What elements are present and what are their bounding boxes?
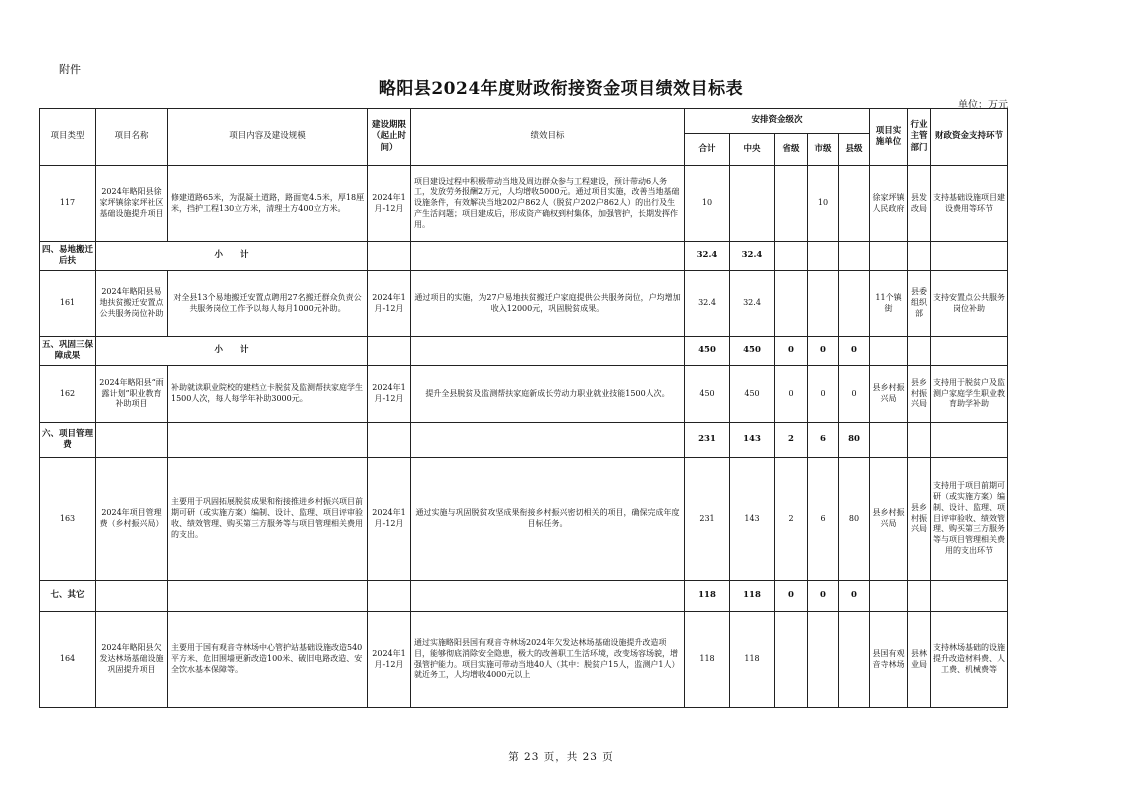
cell-central: 118 <box>730 581 775 612</box>
cell-total: 118 <box>685 612 730 708</box>
cell-city: 10 <box>808 166 839 242</box>
cell-city: 0 <box>808 366 839 423</box>
cell-province <box>775 166 808 242</box>
header-dept: 行业主管部门 <box>908 109 931 166</box>
header-province: 省级 <box>775 134 808 166</box>
empty-cell <box>411 581 685 612</box>
cell-total: 450 <box>685 337 730 366</box>
cell-central: 32.4 <box>730 271 775 337</box>
empty-cell <box>168 423 368 458</box>
cell-province: 2 <box>775 423 808 458</box>
header-impl: 项目实施单位 <box>870 109 908 166</box>
empty-cell <box>411 337 685 366</box>
empty-cell <box>368 581 411 612</box>
table-row <box>40 271 1008 337</box>
cell-central: 450 <box>730 366 775 423</box>
cell-type: 164 <box>40 612 96 708</box>
cell-central: 450 <box>730 337 775 366</box>
cell-goal: 通过实施与巩固脱贫攻坚成果衔接乡村振兴密切相关的项目，确保完成年度目标任务。 <box>411 458 685 581</box>
cell-impl: 徐家坪镇人民政府 <box>870 166 908 242</box>
cell-total: 231 <box>685 423 730 458</box>
cell-name: 2024年略阳县“雨露计划”职业教育补助项目 <box>96 366 168 423</box>
page-footer: 第 23 页，共 23 页 <box>508 751 614 763</box>
cell-county: 0 <box>839 337 870 366</box>
cell-county <box>839 166 870 242</box>
cell-central <box>730 166 775 242</box>
section-label: 六、项目管理费 <box>40 423 96 458</box>
empty-cell <box>368 242 411 271</box>
empty-cell <box>931 581 1008 612</box>
cell-type: 117 <box>40 166 96 242</box>
table-row <box>40 166 1008 242</box>
empty-cell <box>96 423 168 458</box>
empty-cell <box>931 337 1008 366</box>
cell-goal: 项目建设过程中积极带动当地及周边群众参与工程建设，预计带动6人务工，发放劳务报酬2万元，人均增收5000元。通过项目实施，改善当地基础设施条件，有效解决当地202户862人（脱贫户202户862人）的出行及生产生活问题；项目建成后，形成资产确权到村集体，加强管护，长期发挥作用。 <box>411 166 685 242</box>
cell-province: 2 <box>775 458 808 581</box>
cell-total: 32.4 <box>685 242 730 271</box>
empty-cell <box>908 581 931 612</box>
cell-city: 6 <box>808 458 839 581</box>
cell-dept: 县林业局 <box>908 612 931 708</box>
header-support: 财政资金支持环节 <box>931 109 1008 166</box>
header-county: 县级 <box>839 134 870 166</box>
cell-county: 80 <box>839 458 870 581</box>
cell-support: 支持用于项目前期可研（或实施方案）编制、设计、监理、项目评审验收、绩效管理、购买第三方服务等与项目管理相关费用的支出环节 <box>931 458 1008 581</box>
cell-city: 6 <box>808 423 839 458</box>
cell-content: 主要用于巩固拓展脱贫成果和衔接推进乡村振兴项目前期可研（或实施方案）编制、设计、监理、项目评审验收、绩效管理、购买第三方服务等与项目管理相关费用的支出。 <box>168 458 368 581</box>
cell-type: 162 <box>40 366 96 423</box>
cell-city: 0 <box>808 581 839 612</box>
attachment-label: 附件 <box>59 63 81 76</box>
cell-city <box>808 612 839 708</box>
empty-cell <box>908 242 931 271</box>
subtotal-label: 小 计 <box>96 242 368 271</box>
empty-cell <box>411 423 685 458</box>
empty-cell <box>870 423 908 458</box>
section-subtotal-row <box>40 337 1008 366</box>
empty-cell <box>870 337 908 366</box>
cell-province <box>775 612 808 708</box>
cell-central: 32.4 <box>730 242 775 271</box>
cell-dept: 县乡村振兴局 <box>908 366 931 423</box>
cell-county: 80 <box>839 423 870 458</box>
cell-period: 2024年1月-12月 <box>368 458 411 581</box>
cell-total: 32.4 <box>685 271 730 337</box>
table-row <box>40 458 1008 581</box>
header-total: 合计 <box>685 134 730 166</box>
empty-cell <box>168 581 368 612</box>
cell-county <box>839 271 870 337</box>
cell-impl: 县乡村振兴局 <box>870 366 908 423</box>
empty-cell <box>931 423 1008 458</box>
empty-cell <box>411 242 685 271</box>
cell-province <box>775 271 808 337</box>
empty-cell <box>368 337 411 366</box>
header-funding: 安排资金级次 <box>685 109 870 134</box>
section-label: 五、巩固三保障成果 <box>40 337 96 366</box>
cell-goal: 通过实施略阳县国有观音寺林场2024年欠发达林场基础设施提升改造项目，能够彻底消除安全隐患，极大的改善职工生活环境，改变场容场貌，增强管护能力。项目实施可带动当地40人（其中：脱贫户15人，监测户1人）就近务工，人均增收4000元以上 <box>411 612 685 708</box>
cell-province: 0 <box>775 337 808 366</box>
cell-dept: 县发改局 <box>908 166 931 242</box>
cell-province: 0 <box>775 581 808 612</box>
section-label: 四、易地搬迁后扶 <box>40 242 96 271</box>
table-row <box>40 366 1008 423</box>
cell-support: 支持林场基础的设施提升改造材料费、人工费、机械费等 <box>931 612 1008 708</box>
header-period: 建设期限（起止时间） <box>368 109 411 166</box>
cell-total: 118 <box>685 581 730 612</box>
cell-total: 10 <box>685 166 730 242</box>
cell-dept: 县乡村振兴局 <box>908 458 931 581</box>
empty-cell <box>908 337 931 366</box>
section-label: 七、其它 <box>40 581 96 612</box>
performance-target-table <box>39 108 1008 708</box>
cell-content: 修建道路65米，为混凝土道路，路面宽4.5米，厚18厘米，挡护工程130立方米，清理土方400立方米。 <box>168 166 368 242</box>
header-city: 市级 <box>808 134 839 166</box>
cell-impl: 11个镇街 <box>870 271 908 337</box>
cell-name: 2024年略阳县易地扶贫搬迁安置点公共服务岗位补助 <box>96 271 168 337</box>
cell-total: 450 <box>685 366 730 423</box>
table-header-row <box>40 109 1008 134</box>
empty-cell <box>368 423 411 458</box>
cell-county: 0 <box>839 366 870 423</box>
header-central: 中央 <box>730 134 775 166</box>
cell-city: 0 <box>808 337 839 366</box>
cell-name: 2024年略阳县徐家坪镇徐家坪社区基础设施提升项目 <box>96 166 168 242</box>
cell-type: 161 <box>40 271 96 337</box>
cell-central: 118 <box>730 612 775 708</box>
cell-period: 2024年1月-12月 <box>368 271 411 337</box>
header-type: 项目类型 <box>40 109 96 166</box>
document-title: 略阳县2024年度财政衔接资金项目绩效目标表 <box>378 79 744 99</box>
cell-content: 主要用于国有观音寺林场中心管护站基础设施改造540平方米、危旧围墙更新改造100米、破旧电路改造、安全饮水基本保障等。 <box>168 612 368 708</box>
empty-cell <box>870 581 908 612</box>
header-goal: 绩效目标 <box>411 109 685 166</box>
header-content: 项目内容及建设规模 <box>168 109 368 166</box>
cell-province: 0 <box>775 366 808 423</box>
cell-name: 2024年略阳县欠发达林场基础设施巩固提升项目 <box>96 612 168 708</box>
empty-cell <box>808 242 839 271</box>
empty-cell <box>96 581 168 612</box>
empty-cell <box>908 423 931 458</box>
cell-goal: 提升全县脱贫及监测帮扶家庭新成长劳动力职业就业技能1500人次。 <box>411 366 685 423</box>
empty-cell <box>931 242 1008 271</box>
cell-dept: 县委组织部 <box>908 271 931 337</box>
subtotal-label: 小 计 <box>96 337 368 366</box>
section-subtotal-row <box>40 242 1008 271</box>
cell-period: 2024年1月-12月 <box>368 166 411 242</box>
cell-period: 2024年1月-12月 <box>368 366 411 423</box>
section-subtotal-row <box>40 423 1008 458</box>
empty-cell <box>775 242 808 271</box>
cell-support: 支持用于脱贫户及监测户家庭学生职业教育助学补助 <box>931 366 1008 423</box>
header-name: 项目名称 <box>96 109 168 166</box>
section-subtotal-row <box>40 581 1008 612</box>
cell-city <box>808 271 839 337</box>
cell-county <box>839 612 870 708</box>
cell-county: 0 <box>839 581 870 612</box>
cell-support: 支持安置点公共服务岗位补助 <box>931 271 1008 337</box>
cell-type: 163 <box>40 458 96 581</box>
table-row <box>40 612 1008 708</box>
cell-name: 2024年项目管理费（乡村振兴局） <box>96 458 168 581</box>
cell-total: 231 <box>685 458 730 581</box>
cell-support: 支持基础设施项目建设费用等环节 <box>931 166 1008 242</box>
cell-impl: 县国有观音寺林场 <box>870 612 908 708</box>
empty-cell <box>870 242 908 271</box>
cell-content: 补助就读职业院校的建档立卡脱贫及监测帮扶家庭学生1500人次，每人每学年补助3000元。 <box>168 366 368 423</box>
cell-goal: 通过项目的实施，为27户易地扶贫搬迁户家庭提供公共服务岗位，户均增加收入12000元，巩固脱贫成果。 <box>411 271 685 337</box>
empty-cell <box>839 242 870 271</box>
cell-central: 143 <box>730 458 775 581</box>
unit-label: 单位：万元 <box>958 100 1008 111</box>
cell-content: 对全县13个易地搬迁安置点聘用27名搬迁群众负责公共服务岗位工作予以每人每月1000元补助。 <box>168 271 368 337</box>
cell-period: 2024年1月-12月 <box>368 612 411 708</box>
cell-impl: 县乡村振兴局 <box>870 458 908 581</box>
cell-central: 143 <box>730 423 775 458</box>
